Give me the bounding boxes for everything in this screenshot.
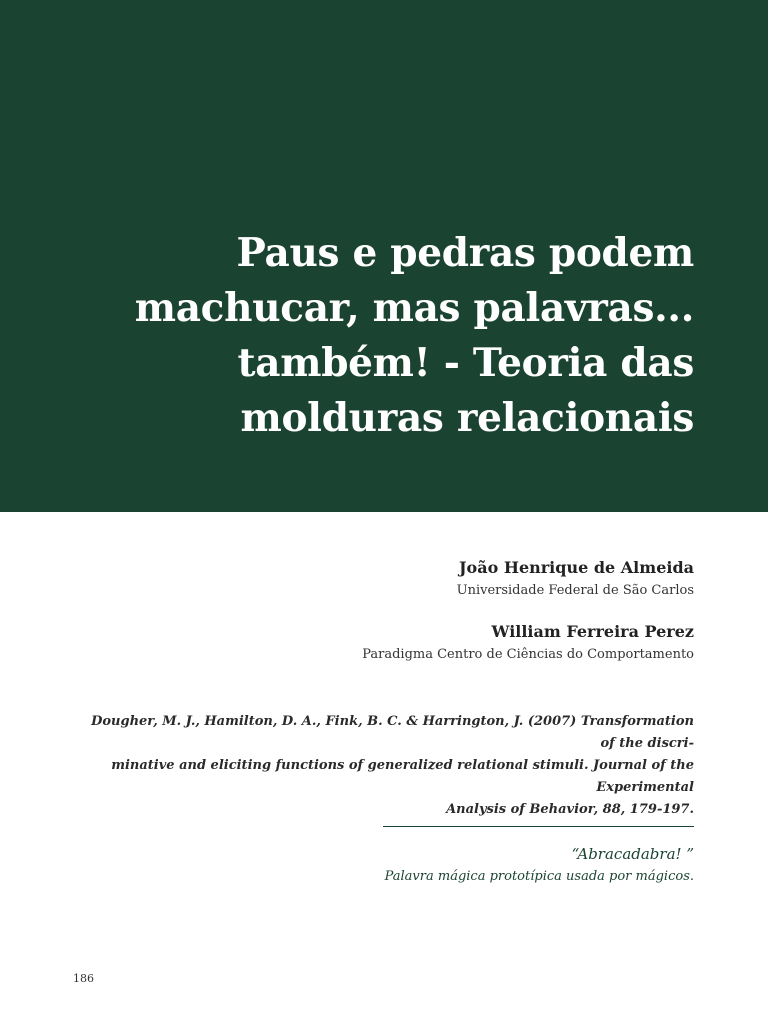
epigraph-source: Palavra mágica prototípica usada por mágicos. [384, 869, 694, 884]
epigraph [294, 842, 694, 888]
author-name: João Henrique de Almeida [458, 558, 694, 577]
chapter-title [134, 226, 694, 446]
epigraph-quote: “Abracadabra! ” [571, 845, 694, 863]
chapter-title-line: machucar, mas palavras... [134, 285, 694, 331]
reference-line: Analysis of Behavior, 88, 179-197. [446, 802, 694, 817]
author-name: William Ferreira Perez [491, 622, 694, 641]
page-number: 186 [73, 972, 94, 985]
chapter-title-line: também! - Teoria das [237, 340, 694, 386]
reference-line: minative and eliciting functions of generalized relational stimuli. Journal of the Experimental [111, 758, 694, 795]
author-list [134, 556, 694, 684]
author-affiliation: Universidade Federal de São Carlos [456, 583, 694, 598]
author-block [134, 556, 694, 602]
author-block [134, 620, 694, 666]
epigraph-divider [383, 826, 694, 827]
reference-citation [74, 711, 694, 821]
reference-line: Dougher, M. J., Hamilton, D. A., Fink, B. C. & Harrington, J. (2007) Transformation of the discri- [91, 714, 694, 751]
chapter-title-line: molduras relacionais [240, 395, 694, 441]
author-affiliation: Paradigma Centro de Ciências do Comportamento [362, 647, 694, 662]
chapter-title-line: Paus e pedras podem [236, 230, 694, 276]
